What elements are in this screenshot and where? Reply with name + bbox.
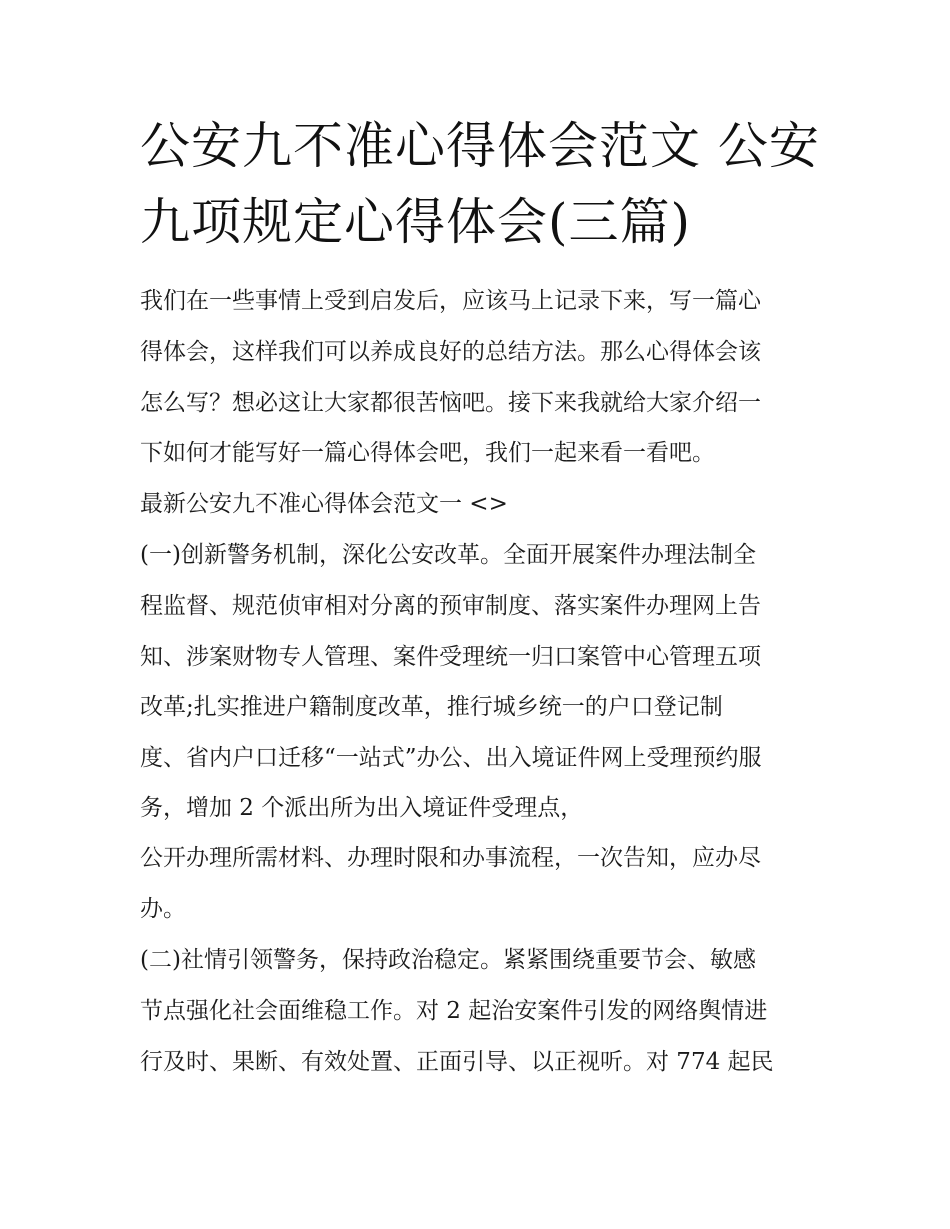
- body-text-line: 得体会，这样我们可以养成良好的总结方法。那么心得体会该: [140, 339, 761, 365]
- document-title-line-1: 公安九不准心得体会范文 公安: [140, 117, 820, 175]
- body-text-line: 公开办理所需材料、办理时限和办事流程，一次告知，应办尽: [140, 845, 761, 871]
- body-text-line: 行及时、果断、有效处置、正面引导、以正视听。对 774 起民: [140, 1049, 774, 1075]
- body-text-line: 度、省内户口迁移“一站式”办公、出入境证件网上受理预约服: [140, 745, 762, 771]
- document-title-line-2: 九项规定心得体会(三篇): [140, 193, 692, 251]
- body-text-line: 改革;扎实推进户籍制度改革，推行城乡统一的户口登记制: [140, 694, 723, 720]
- body-text-line: 节点强化社会面维稳工作。对 2 起治安案件引发的网络舆情进: [140, 998, 768, 1024]
- body-text-line: 怎么写？想必这让大家都很苦恼吧。接下来我就给大家介绍一: [140, 390, 761, 416]
- body-text-line: 务，增加 2 个派出所为出入境证件受理点，: [140, 795, 584, 821]
- body-text-line: (一)创新警务机制，深化公安改革。全面开展案件办理法制全: [140, 542, 756, 568]
- section-heading: 最新公安九不准心得体会范文一 <>: [140, 491, 508, 517]
- body-text-line: 我们在一些事情上受到启发后，应该马上记录下来，写一篇心: [140, 288, 761, 314]
- body-text-line: 程监督、规范侦审相对分离的预审制度、落实案件办理网上告: [140, 593, 761, 619]
- body-text-line: 知、涉案财物专人管理、案件受理统一归口案管中心管理五项: [140, 644, 761, 670]
- body-text-line: (二)社情引领警务，保持政治稳定。紧紧围绕重要节会、敏感: [140, 947, 756, 973]
- body-text-line: 下如何才能写好一篇心得体会吧，我们一起来看一看吧。: [140, 440, 715, 466]
- body-text-line: 办。: [140, 896, 186, 922]
